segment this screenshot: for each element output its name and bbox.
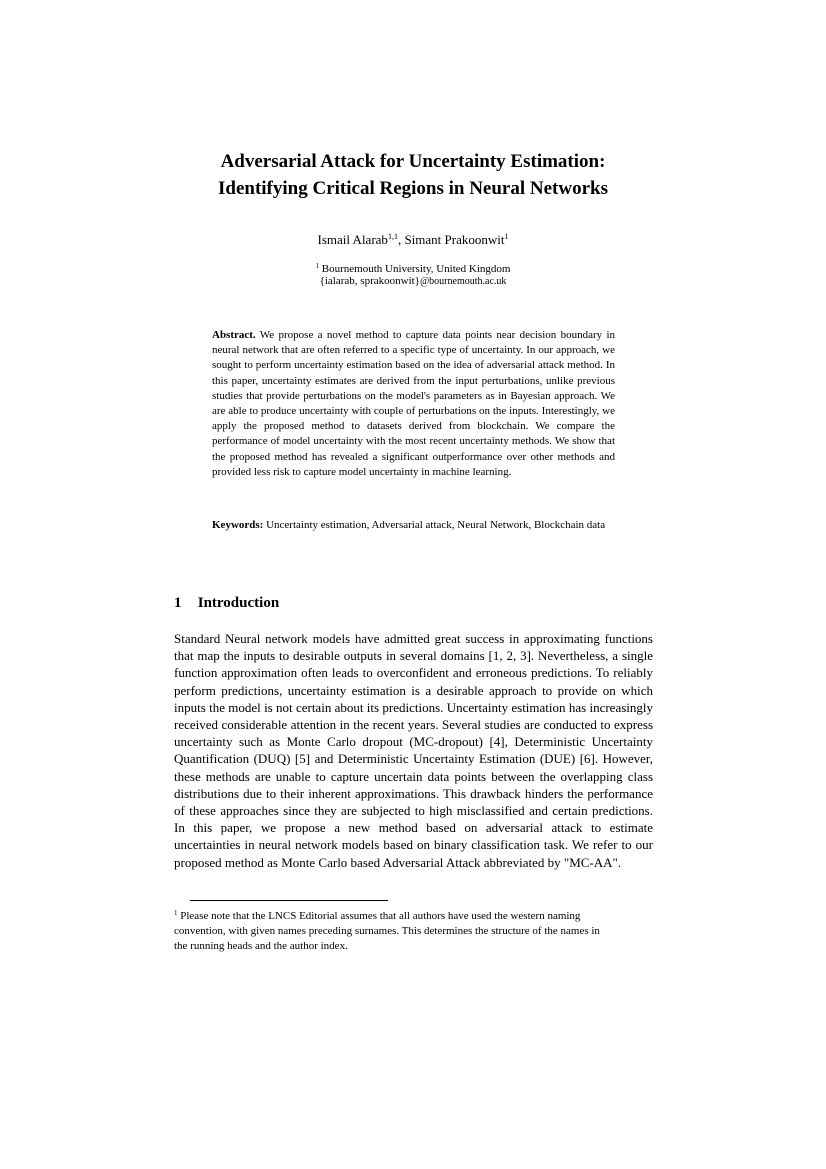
abstract <box>212 328 615 480</box>
footnote-text: Please note that the LNCS Editorial assumes that all authors have used the western naming convention, with given names preceding surnames. This determines the structure of the names in the running heads and the author index. <box>174 910 600 953</box>
abstract-label: Abstract. <box>212 329 256 341</box>
author-separator: , <box>397 232 405 247</box>
abstract-text: We propose a novel method to capture data points near decision boundary in neural network that are often referred to a specific type of uncertainty. In our approach, we sought to perform uncertainty estimation based on the idea of adversarial attack method. In this paper, uncertainty estimates are derived from the input perturbations, unlike previous studies that provide perturbations on the model's parameters as in Bayesian approach. We are able to produce uncertainty with couple of perturbations on the inputs. Interestingly, we apply the proposed method to datasets derived from blockchain. We compare the performance of model uncertainty with the most recent uncertainty methods. We show that the proposed method has revealed a significant outperformance over other methods and provided less risk to capture model uncertainty in machine learning. <box>212 329 615 478</box>
author-2-name: Simant Prakoonwit <box>404 232 505 247</box>
author-2-affiliation-mark: 1 <box>504 232 509 241</box>
paper-title-line-1: Adversarial Attack for Uncertainty Estimation: <box>220 151 606 172</box>
author-emails: {ialarab, sprakoonwit} <box>319 275 420 287</box>
keywords <box>212 518 615 533</box>
author-1-name: Ismail Alarab <box>317 232 388 247</box>
author-list <box>140 229 686 248</box>
keywords-text: Uncertainty estimation, Adversarial attack, Neural Network, Blockchain data <box>263 519 606 531</box>
affiliation-mark: 1 <box>315 262 320 270</box>
keywords-label: Keywords: <box>212 519 264 531</box>
section-number: 1 <box>174 595 182 611</box>
section-heading-introduction <box>174 593 279 613</box>
footnote-mark: 1 <box>174 909 178 917</box>
author-1-affiliation-mark: 1,1 <box>387 232 398 241</box>
section-title: Introduction <box>197 595 280 611</box>
footnote <box>174 906 614 955</box>
paper-title-line-2: Identifying Critical Regions in Neural Networks <box>217 178 608 199</box>
email-domain: @bournemouth.ac.uk <box>419 276 507 287</box>
affiliation-institution: Bournemouth University, United Kingdom <box>319 263 511 275</box>
email-line <box>140 274 686 289</box>
footnote-divider <box>190 900 388 901</box>
introduction-paragraph: Standard Neural network models have admitted great success in approximating functions that map the inputs to desirable outputs in several domains [1, 2, 3]. Nevertheless, a single function approximation often leads to overconfident and erroneous predictions. To reliably perform predictions, uncertainty estimation is a desirable approach to provide on which inputs the model is not certain about its predictions. Uncertainty estimation has increasingly received considerable attention in the recent years. Several studies are conducted to express uncertainty such as Monte Carlo dropout (MC-dropout) [4], Deterministic Uncertainty Quantification (DUQ) [5] and Deterministic Uncertainty Estimation (DUE) [6]. However, these methods are unable to capture uncertain data points between the overlapping class distributions due to their inherent approximations. This drawback hinders the performance of these approaches since they are subjected to high misclassified and certain predictions. In this paper, we propose a new method based on adversarial attack to estimate uncertainties in neural network models based on binary classification task. We refer to our proposed method as Monte Carlo based Adversarial Attack abbreviated by "MC-AA". <box>174 631 653 870</box>
